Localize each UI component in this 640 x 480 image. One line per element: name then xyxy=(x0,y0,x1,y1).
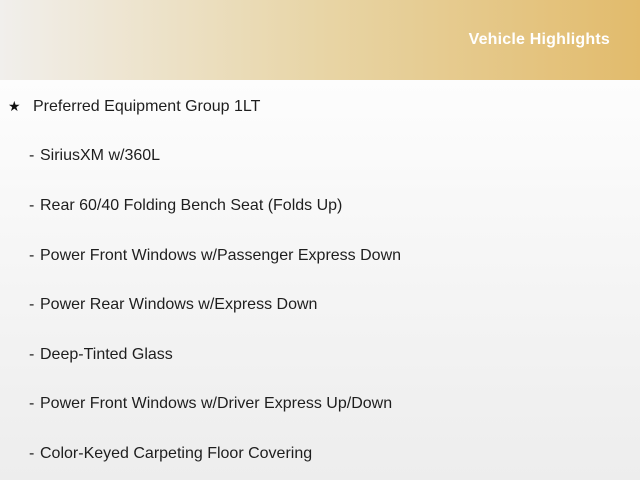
highlights-list xyxy=(0,80,640,480)
dash-marker: - xyxy=(29,196,35,214)
highlight-label: Power Front Windows w/Driver Express Up/Down xyxy=(40,395,393,413)
highlight-item-primary xyxy=(0,82,640,132)
highlight-item xyxy=(0,380,640,430)
highlight-label: Power Front Windows w/Passenger Express Down xyxy=(40,246,402,264)
dash-marker: - xyxy=(29,345,35,363)
dash-marker: - xyxy=(29,444,35,462)
highlight-label: Preferred Equipment Group 1LT xyxy=(33,97,261,115)
dash-marker: - xyxy=(29,246,35,264)
star-icon: ★ xyxy=(8,98,21,115)
highlight-label: Deep-Tinted Glass xyxy=(40,345,173,363)
highlight-item xyxy=(0,280,640,330)
highlight-label: SiriusXM w/360L xyxy=(40,147,161,165)
panel-title: Vehicle Highlights xyxy=(468,31,610,48)
dash-marker: - xyxy=(29,147,35,165)
highlight-label: Rear 60/40 Folding Bench Seat (Folds Up) xyxy=(40,196,343,214)
highlight-item xyxy=(0,181,640,231)
highlight-item xyxy=(0,330,640,380)
highlight-label: Color-Keyed Carpeting Floor Covering xyxy=(40,444,313,462)
dash-marker: - xyxy=(29,395,35,413)
panel-header xyxy=(0,0,640,80)
highlight-item xyxy=(0,231,640,281)
highlight-item xyxy=(0,132,640,182)
highlight-label: Power Rear Windows w/Express Down xyxy=(40,296,318,314)
dash-marker: - xyxy=(29,296,35,314)
highlight-item xyxy=(0,429,640,479)
